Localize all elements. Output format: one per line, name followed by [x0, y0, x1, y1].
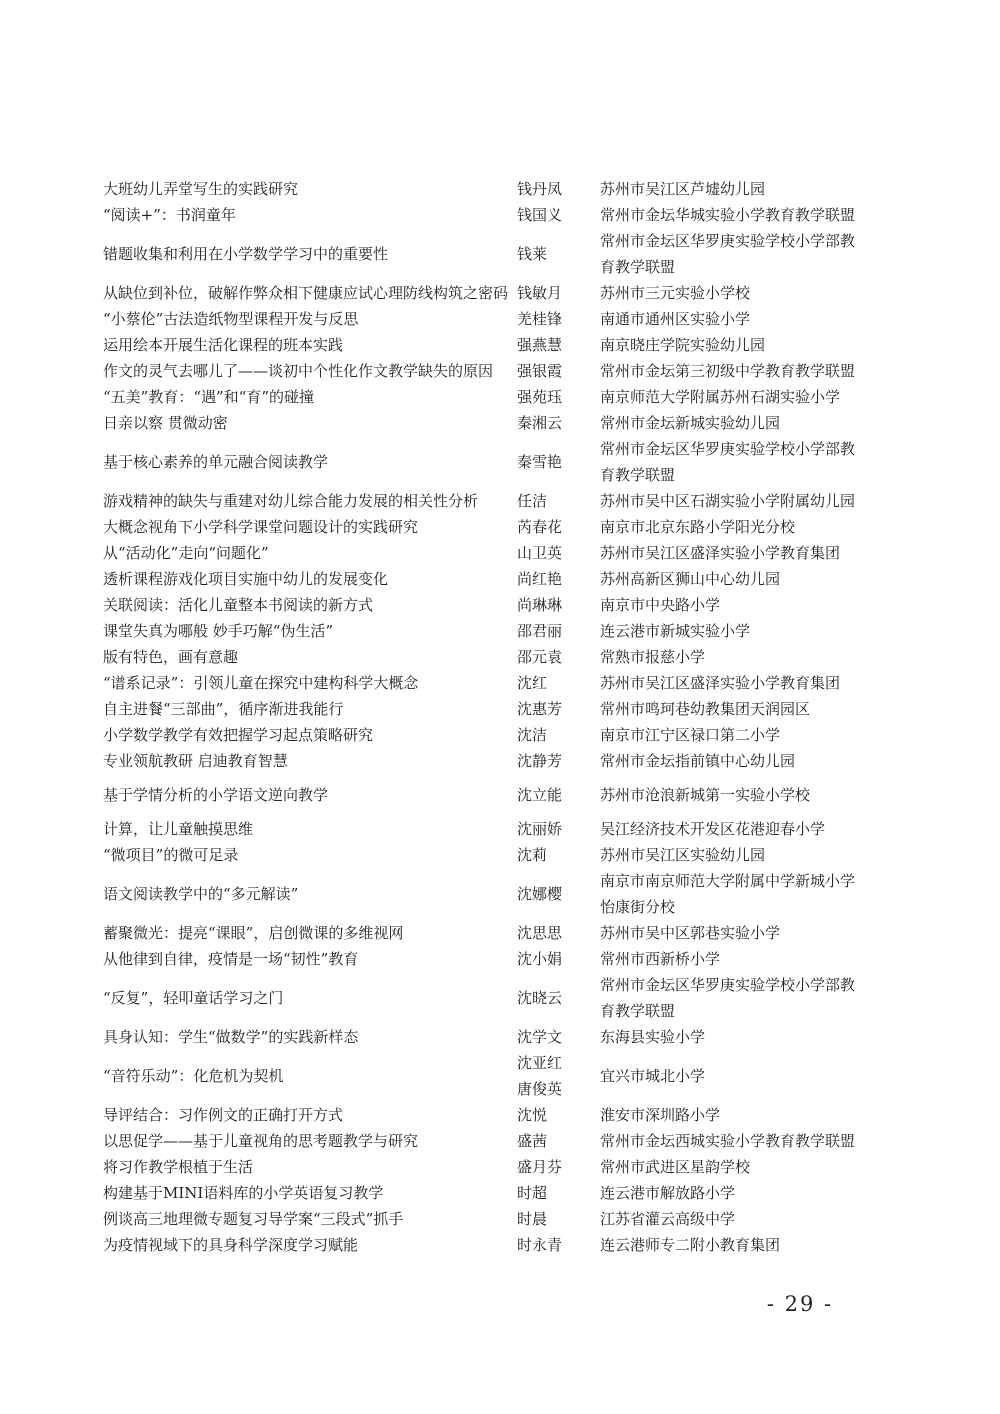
table-row	[103, 618, 873, 644]
organization: 常州市金坛区华罗庚实验学校小学部教育教学联盟	[600, 440, 856, 484]
author-name: 钱丹凤	[517, 180, 563, 198]
table-row	[103, 514, 873, 540]
author-name: 时永青	[517, 1236, 563, 1254]
table-row	[103, 920, 873, 946]
paper-title: “阅读+”：书润童年	[103, 206, 236, 224]
author-name: 沈洁	[517, 726, 548, 744]
paper-title: 日亲以察 贯微动密	[103, 414, 228, 432]
table-row	[103, 1232, 873, 1258]
table-row	[103, 1050, 873, 1102]
paper-title: 构建基于MINI语料库的小学英语复习教学	[103, 1184, 384, 1202]
table-row	[103, 202, 873, 228]
table-row	[103, 670, 873, 696]
paper-title: 例谈高三地理微专题复习导学案“三段式”抓手	[103, 1210, 404, 1228]
organization: 南京市南京师范大学附属中学新城小学怡康街分校	[600, 872, 856, 916]
organization: 常州市鸣珂巷幼教集团天润园区	[600, 700, 811, 718]
organization: 连云港市解放路小学	[600, 1184, 736, 1202]
paper-title: “反复”，轻叩童话学习之门	[103, 989, 284, 1007]
paper-title: 课堂失真为哪般 妙手巧解“伪生活”	[103, 622, 334, 640]
author-name: 沈学文	[517, 1028, 563, 1046]
organization: 苏州市吴中区郭巷实验小学	[600, 924, 781, 942]
organization: 南京市江宁区禄口第二小学	[600, 726, 781, 744]
table-row	[103, 972, 873, 1024]
organization: 南京市北京东路小学阳光分校	[600, 518, 796, 536]
table-row	[103, 280, 873, 306]
paper-title: “音符乐动”：化危机为契机	[103, 1067, 284, 1085]
table-row	[103, 488, 873, 514]
organization: 常州市西新桥小学	[600, 950, 721, 968]
paper-title: 作文的灵气去哪儿了——谈初中个性化作文教学缺失的原因	[103, 362, 494, 380]
paper-title: 蓄聚微光：提亮“课眼”，启创微课的多维视网	[103, 924, 404, 942]
organization: 东海县实验小学	[600, 1028, 706, 1046]
paper-title: 自主进餐“三部曲”，循序渐进我能行	[103, 700, 344, 718]
paper-title: 具身认知：学生“做数学”的实践新样态	[103, 1028, 359, 1046]
author-name: 任洁	[517, 492, 548, 510]
organization: 苏州市吴江区芦墟幼儿园	[600, 180, 766, 198]
organization: 苏州市吴江区盛泽实验小学教育集团	[600, 544, 841, 562]
paper-title: 基于核心素养的单元融合阅读教学	[103, 453, 329, 471]
table-row	[103, 228, 873, 280]
author-name: 邵元袁	[517, 648, 563, 666]
organization: 江苏省灌云高级中学	[600, 1210, 736, 1228]
table-row	[103, 1180, 873, 1206]
paper-title: 为疫情视域下的具身科学深度学习赋能	[103, 1236, 359, 1254]
table-row	[103, 774, 873, 816]
organization: 连云港市新城实验小学	[600, 622, 751, 640]
organization: 常州市金坛区华罗庚实验学校小学部教育教学联盟	[600, 976, 856, 1020]
page-number: - 29 -	[766, 1292, 834, 1316]
organization: 苏州市三元实验小学校	[600, 284, 751, 302]
author-name: 强苑珏	[517, 388, 563, 406]
organization: 苏州高新区狮山中心幼儿园	[600, 570, 781, 588]
table-row	[103, 748, 873, 774]
table-row	[103, 644, 873, 670]
author-name: 山卫英	[517, 544, 563, 562]
author-name: 羌桂锋	[517, 310, 563, 328]
paper-title: “微项目”的微可足录	[103, 846, 239, 864]
author-name: 时晨	[517, 1210, 548, 1228]
paper-title: 大概念视角下小学科学课堂问题设计的实践研究	[103, 518, 419, 536]
paper-title: 游戏精神的缺失与重建对幼儿综合能力发展的相关性分析	[103, 492, 479, 510]
author-name: 尚琳琳	[517, 596, 563, 614]
organization: 吴江经济技术开发区花港迎春小学	[600, 820, 826, 838]
author-name: 秦雪艳	[517, 453, 563, 471]
organization: 南京晓庄学院实验幼儿园	[600, 336, 766, 354]
author-name: 芮春花	[517, 518, 563, 536]
table-row	[103, 332, 873, 358]
table-row	[103, 1154, 873, 1180]
author-name: 秦湘云	[517, 414, 563, 432]
paper-title: “谱系记录”：引领儿童在探究中建构科学大概念	[103, 674, 419, 692]
table-row	[103, 946, 873, 972]
table-row	[103, 410, 873, 436]
table-row	[103, 1102, 873, 1128]
author-name: 沈悦	[517, 1106, 548, 1124]
table-row	[103, 842, 873, 868]
author-name: 钱敏月	[517, 284, 563, 302]
table-row	[103, 1024, 873, 1050]
organization: 苏州市吴江区盛泽实验小学教育集团	[600, 674, 841, 692]
paper-title: 基于学情分析的小学语文逆向教学	[103, 786, 329, 804]
organization: 苏州市沧浪新城第一实验小学校	[600, 786, 811, 804]
table-row	[103, 540, 873, 566]
author-name: 沈立能	[517, 786, 563, 804]
table-row	[103, 384, 873, 410]
organization: 常州市金坛新城实验幼儿园	[600, 414, 781, 432]
organization: 淮安市深圳路小学	[600, 1106, 721, 1124]
table-row	[103, 358, 873, 384]
paper-title: 将习作教学根植于生活	[103, 1158, 254, 1176]
paper-title: 计算，让儿童触摸思维	[103, 820, 254, 838]
organization: 常州市金坛指前镇中心幼儿园	[600, 752, 796, 770]
author-name: 强燕慧	[517, 336, 563, 354]
table-row	[103, 306, 873, 332]
award-list-table	[103, 176, 873, 1258]
paper-title: 以思促学——基于儿童视角的思考题教学与研究	[103, 1132, 419, 1150]
author-name: 盛月芬	[517, 1158, 563, 1176]
author-name: 邵君丽	[517, 622, 563, 640]
author-name: 沈莉	[517, 846, 548, 864]
table-row	[103, 816, 873, 842]
author-name: 尚红艳	[517, 570, 563, 588]
author-name: 沈静芳	[517, 752, 563, 770]
author-name: 强银霞	[517, 362, 563, 380]
paper-title: “五美”教育：“遇”和“育”的碰撞	[103, 388, 315, 406]
table-row	[103, 566, 873, 592]
table-row	[103, 176, 873, 202]
author-name: 时超	[517, 1184, 548, 1202]
paper-title: 运用绘本开展生活化课程的班本实践	[103, 336, 344, 354]
organization: 苏州市吴江区实验幼儿园	[600, 846, 766, 864]
table-row	[103, 696, 873, 722]
author-name: 沈小娟	[517, 950, 563, 968]
paper-title: 版有特色，画有意趣	[103, 648, 239, 666]
table-row	[103, 436, 873, 488]
table-row	[103, 1128, 873, 1154]
author-name: 沈亚红 唐俊英	[517, 1054, 563, 1098]
author-name: 钱国义	[517, 206, 563, 224]
organization: 苏州市吴中区石湖实验小学附属幼儿园	[600, 492, 856, 510]
author-name: 沈惠芳	[517, 700, 563, 718]
author-name: 钱莱	[517, 245, 548, 263]
table-row	[103, 868, 873, 920]
paper-title: 透析课程游戏化项目实施中幼儿的发展变化	[103, 570, 389, 588]
paper-title: 错题收集和利用在小学数学学习中的重要性	[103, 245, 389, 263]
author-name: 沈晓云	[517, 989, 563, 1007]
author-name: 沈红	[517, 674, 548, 692]
paper-title: 语文阅读教学中的“多元解读”	[103, 885, 299, 903]
author-name: 沈娜樱	[517, 885, 563, 903]
organization: 宜兴市城北小学	[600, 1067, 706, 1085]
organization: 常州市武进区星韵学校	[600, 1158, 751, 1176]
table-row	[103, 592, 873, 618]
author-name: 沈丽娇	[517, 820, 563, 838]
paper-title: 从“活动化”走向“问题化”	[103, 544, 269, 562]
paper-title: 导评结合：习作例文的正确打开方式	[103, 1106, 344, 1124]
organization: 常熟市报慈小学	[600, 648, 706, 666]
organization: 南京师范大学附属苏州石湖实验小学	[600, 388, 841, 406]
paper-title: 从缺位到补位，破解作弊众相下健康应试心理防线构筑之密码	[103, 284, 509, 302]
table-row	[103, 722, 873, 748]
author-name: 盛茜	[517, 1132, 548, 1150]
organization: 常州市金坛西城实验小学教育教学联盟	[600, 1132, 856, 1150]
paper-title: “小蔡伦”古法造纸物型课程开发与反思	[103, 310, 359, 328]
organization: 南通市通州区实验小学	[600, 310, 751, 328]
organization: 常州市金坛华城实验小学教育教学联盟	[600, 206, 856, 224]
organization: 南京市中央路小学	[600, 596, 721, 614]
organization: 连云港师专二附小教育集团	[600, 1236, 781, 1254]
paper-title: 专业领航教研 启迪教育智慧	[103, 752, 288, 770]
paper-title: 从他律到自律，疫情是一场“韧性”教育	[103, 950, 359, 968]
organization: 常州市金坛第三初级中学教育教学联盟	[600, 362, 856, 380]
organization: 常州市金坛区华罗庚实验学校小学部教育教学联盟	[600, 232, 856, 276]
paper-title: 小学数学教学有效把握学习起点策略研究	[103, 726, 374, 744]
paper-title: 关联阅读：活化儿童整本书阅读的新方式	[103, 596, 374, 614]
paper-title: 大班幼儿弄堂写生的实践研究	[103, 180, 299, 198]
table-row	[103, 1206, 873, 1232]
author-name: 沈思思	[517, 924, 563, 942]
